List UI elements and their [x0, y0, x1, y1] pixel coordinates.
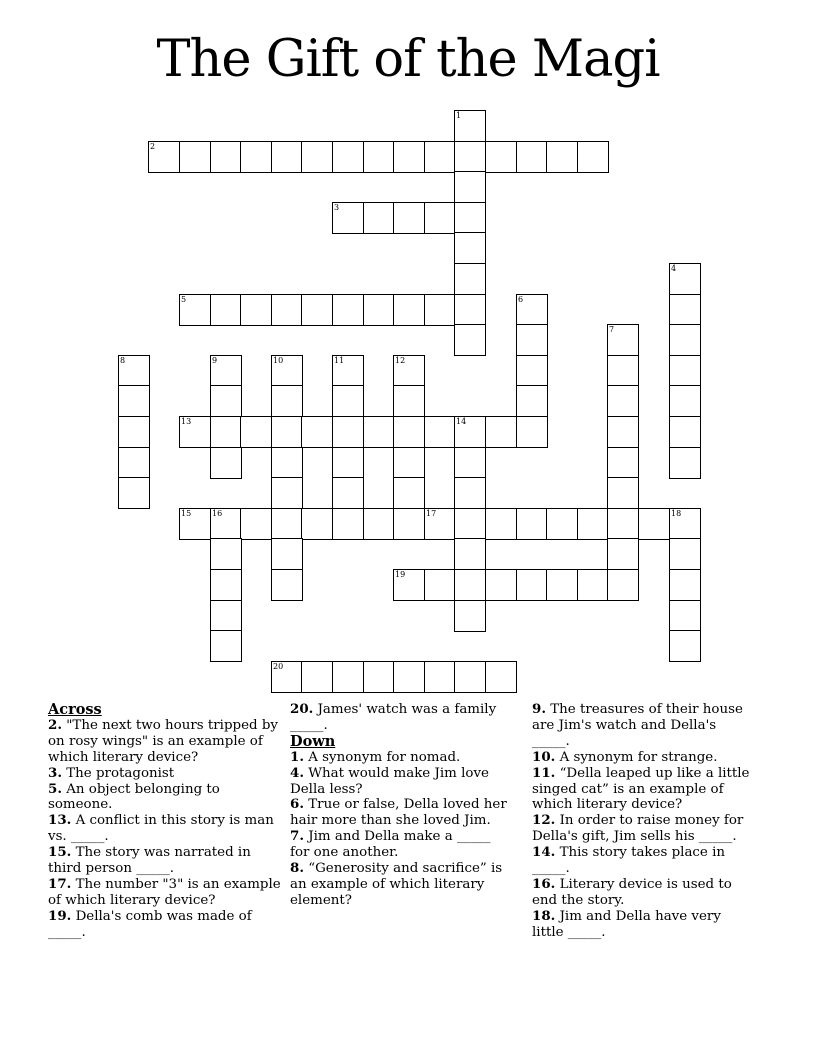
grid-cell[interactable] — [393, 355, 425, 387]
grid-cell[interactable] — [393, 661, 425, 693]
grid-cell[interactable] — [516, 385, 548, 417]
grid-cell[interactable] — [332, 294, 364, 326]
grid-cell[interactable] — [393, 202, 425, 234]
grid-cell[interactable] — [393, 508, 425, 540]
grid-cell[interactable] — [454, 263, 486, 295]
clue-column-1 — [48, 702, 284, 941]
clue-number: 14 — [456, 417, 467, 426]
grid-cell[interactable] — [669, 569, 701, 601]
grid-cell[interactable] — [424, 569, 456, 601]
grid-cell[interactable] — [363, 202, 395, 234]
down-heading: Down — [290, 732, 336, 750]
grid-cell[interactable] — [577, 508, 609, 540]
grid-cell[interactable] — [179, 416, 211, 448]
grid-cell[interactable] — [669, 630, 701, 662]
grid-cell[interactable] — [363, 141, 395, 173]
clue-down-4: 4. What would make Jim love Della less? — [290, 764, 489, 797]
clue-number: 9 — [212, 356, 218, 365]
grid-cell[interactable] — [393, 569, 425, 601]
clue-down-9: 9. The treasures of their house are Jim's watch and Della's _____. — [532, 701, 743, 749]
clue-number: 19 — [395, 570, 406, 579]
grid-cell[interactable] — [607, 569, 639, 601]
clue-down-10: 10. A synonym for strange. — [532, 748, 718, 765]
grid-cell[interactable] — [271, 355, 303, 387]
grid-cell[interactable] — [669, 324, 701, 356]
grid-cell[interactable] — [485, 569, 517, 601]
grid-cell[interactable] — [301, 416, 333, 448]
grid-cell[interactable] — [454, 416, 486, 448]
grid-cell[interactable] — [393, 294, 425, 326]
clue-across-2: 2. "The next two hours tripped by on rosy wings" is an example of which literary device? — [48, 716, 278, 765]
clue-number: 20 — [273, 662, 284, 671]
grid-cell[interactable] — [516, 324, 548, 356]
grid-cell[interactable] — [607, 324, 639, 356]
grid-cell[interactable] — [485, 141, 517, 173]
grid-cell[interactable] — [118, 477, 150, 509]
grid-cell[interactable] — [271, 416, 303, 448]
clue-across-5: 5. An object belonging to someone. — [48, 780, 220, 813]
grid-cell[interactable] — [332, 477, 364, 509]
grid-cell[interactable] — [454, 600, 486, 632]
grid-cell[interactable] — [485, 661, 517, 693]
grid-cell[interactable] — [393, 416, 425, 448]
grid-cell[interactable] — [546, 569, 578, 601]
clue-number: 6 — [518, 295, 524, 304]
grid-cell[interactable] — [210, 600, 242, 632]
grid-cell[interactable] — [148, 141, 180, 173]
clue-column-3 — [532, 702, 754, 941]
grid-cell[interactable] — [669, 385, 701, 417]
grid-cell[interactable] — [301, 661, 333, 693]
clue-down-6: 6. True or false, Della loved her hair more than she loved Jim. — [290, 796, 507, 829]
clue-number: 15 — [181, 509, 192, 518]
clue-across-17: 17. The number "3" is an example of which literary device? — [48, 875, 281, 908]
grid-cell[interactable] — [454, 232, 486, 264]
grid-cell[interactable] — [669, 416, 701, 448]
clue-down-8: 8. “Generosity and sacrifice” is an example of which literary element? — [290, 860, 503, 908]
grid-cell[interactable] — [210, 630, 242, 662]
grid-cell[interactable] — [638, 508, 670, 540]
clue-across-15: 15. The story was narrated in third person _____. — [48, 844, 251, 877]
grid-cell[interactable] — [424, 294, 456, 326]
grid-cell[interactable] — [669, 600, 701, 632]
grid-cell[interactable] — [118, 416, 150, 448]
grid-cell[interactable] — [607, 508, 639, 540]
clue-number: 5 — [181, 295, 187, 304]
grid-cell[interactable] — [393, 477, 425, 509]
grid-cell[interactable] — [516, 569, 548, 601]
clue-down-11: 11. “Della leaped up like a little singed cat” is an example of which literary device? — [532, 764, 750, 813]
grid-cell[interactable] — [577, 569, 609, 601]
grid-cell[interactable] — [607, 416, 639, 448]
grid-cell[interactable] — [210, 355, 242, 387]
grid-cell[interactable] — [424, 202, 456, 234]
clue-across-3: 3. The protagonist — [48, 764, 175, 781]
grid-cell[interactable] — [454, 171, 486, 203]
grid-cell[interactable] — [424, 416, 456, 448]
grid-cell[interactable] — [393, 447, 425, 479]
grid-cell[interactable] — [516, 416, 548, 448]
grid-cell[interactable] — [271, 294, 303, 326]
grid-cell[interactable] — [210, 508, 242, 540]
grid-cell[interactable] — [454, 202, 486, 234]
grid-cell[interactable] — [393, 385, 425, 417]
grid-cell[interactable] — [179, 508, 211, 540]
grid-cell[interactable] — [240, 508, 272, 540]
grid-cell[interactable] — [179, 294, 211, 326]
grid-cell[interactable] — [332, 661, 364, 693]
puzzle-title: The Gift of the Magi — [156, 30, 660, 89]
grid-cell[interactable] — [546, 141, 578, 173]
grid-cell[interactable] — [271, 508, 303, 540]
grid-cell[interactable] — [577, 141, 609, 173]
grid-cell[interactable] — [271, 569, 303, 601]
clue-number: 17 — [426, 509, 437, 518]
clue-number: 3 — [334, 203, 340, 212]
grid-cell[interactable] — [271, 477, 303, 509]
grid-cell[interactable] — [485, 508, 517, 540]
grid-cell[interactable] — [454, 110, 486, 142]
grid-cell[interactable] — [607, 538, 639, 570]
grid-cell[interactable] — [210, 538, 242, 570]
grid-cell[interactable] — [301, 508, 333, 540]
grid-cell[interactable] — [363, 294, 395, 326]
clue-number: 13 — [181, 417, 192, 426]
grid-cell[interactable] — [118, 355, 150, 387]
grid-cell[interactable] — [454, 538, 486, 570]
grid-cell[interactable] — [271, 447, 303, 479]
grid-cell[interactable] — [424, 141, 456, 173]
grid-cell[interactable] — [516, 355, 548, 387]
grid-cell[interactable] — [669, 294, 701, 326]
clue-across-13: 13. A conflict in this story is man vs. _____. — [48, 812, 274, 845]
grid-cell[interactable] — [669, 355, 701, 387]
clue-down-16: 16. Literary device is used to end the story. — [532, 875, 732, 908]
grid-cell[interactable] — [271, 385, 303, 417]
grid-cell[interactable] — [210, 385, 242, 417]
grid-cell[interactable] — [669, 447, 701, 479]
clue-down-7: 7. Jim and Della make a _____ for one another. — [290, 828, 491, 861]
grid-cell[interactable] — [240, 294, 272, 326]
grid-cell[interactable] — [332, 447, 364, 479]
clue-number: 16 — [212, 509, 223, 518]
grid-cell[interactable] — [271, 538, 303, 570]
grid-cell[interactable] — [332, 355, 364, 387]
grid-cell[interactable] — [669, 538, 701, 570]
grid-cell[interactable] — [210, 416, 242, 448]
grid-cell[interactable] — [271, 141, 303, 173]
clue-number: 11 — [334, 356, 345, 365]
clue-down-1: 1. A synonym for nomad. — [290, 748, 461, 765]
clue-number: 8 — [120, 356, 126, 365]
grid-cell[interactable] — [332, 385, 364, 417]
grid-cell[interactable] — [424, 661, 456, 693]
clue-down-12: 12. In order to raise money for Della's gift, Jim sells his _____. — [532, 812, 744, 845]
grid-cell[interactable] — [485, 416, 517, 448]
grid-cell[interactable] — [271, 661, 303, 693]
grid-cell[interactable] — [607, 477, 639, 509]
grid-cell[interactable] — [240, 141, 272, 173]
clue-number: 18 — [671, 509, 682, 518]
grid-cell[interactable] — [118, 447, 150, 479]
grid-cell[interactable] — [210, 141, 242, 173]
grid-cell[interactable] — [454, 477, 486, 509]
grid-cell[interactable] — [301, 141, 333, 173]
grid-cell[interactable] — [332, 141, 364, 173]
grid-cell[interactable] — [210, 569, 242, 601]
grid-cell[interactable] — [454, 569, 486, 601]
clue-across-20: 20. James' watch was a family _____. — [290, 701, 497, 733]
clue-number: 7 — [609, 325, 615, 334]
clue-number: 2 — [150, 142, 156, 151]
grid-cell[interactable] — [240, 416, 272, 448]
clue-down-18: 18. Jim and Della have very little _____. — [532, 907, 721, 940]
grid-cell[interactable] — [454, 447, 486, 479]
grid-cell[interactable] — [454, 661, 486, 693]
clue-number: 12 — [395, 356, 406, 365]
grid-cell[interactable] — [332, 202, 364, 234]
grid-cell[interactable] — [607, 385, 639, 417]
grid-cell[interactable] — [363, 661, 395, 693]
clue-number: 10 — [273, 356, 284, 365]
grid-cell[interactable] — [301, 294, 333, 326]
grid-cell[interactable] — [454, 508, 486, 540]
grid-cell[interactable] — [454, 294, 486, 326]
clue-across-19: 19. Della's comb was made of _____. — [48, 907, 252, 940]
grid-cell[interactable] — [363, 416, 395, 448]
grid-cell[interactable] — [516, 141, 548, 173]
grid-cell[interactable] — [516, 508, 548, 540]
grid-cell[interactable] — [210, 447, 242, 479]
clue-number: 4 — [671, 264, 677, 273]
across-heading: Across — [48, 701, 102, 718]
grid-cell[interactable] — [118, 385, 150, 417]
grid-cell[interactable] — [669, 263, 701, 295]
grid-cell[interactable] — [393, 141, 425, 173]
grid-cell[interactable] — [669, 508, 701, 540]
grid-cell[interactable] — [607, 447, 639, 479]
grid-cell[interactable] — [332, 416, 364, 448]
grid-cell[interactable] — [363, 508, 395, 540]
clue-number: 1 — [456, 111, 462, 120]
grid-cell[interactable] — [454, 324, 486, 356]
grid-cell[interactable] — [332, 508, 364, 540]
grid-cell[interactable] — [546, 508, 578, 540]
grid-cell[interactable] — [454, 141, 486, 173]
grid-cell[interactable] — [607, 355, 639, 387]
clue-down-14: 14. This story takes place in _____. — [532, 844, 726, 877]
clue-column-2 — [290, 702, 512, 909]
grid-cell[interactable] — [179, 141, 211, 173]
grid-cell[interactable] — [210, 294, 242, 326]
grid-cell[interactable] — [424, 508, 456, 540]
grid-cell[interactable] — [516, 294, 548, 326]
